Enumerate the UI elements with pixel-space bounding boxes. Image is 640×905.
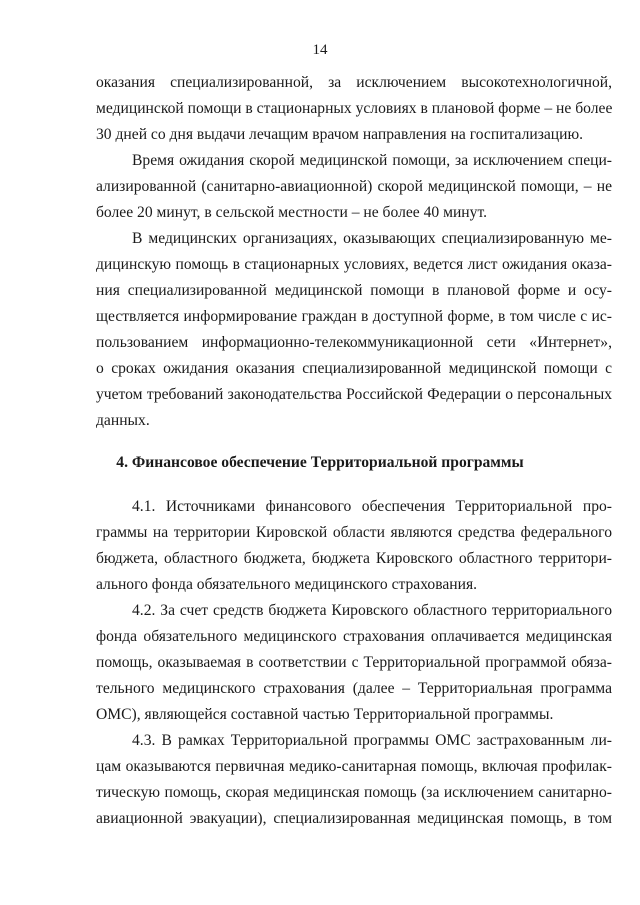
text-line: 4.2. За счет средств бюджета Кировского областного территориального [132, 602, 612, 619]
text-line: цам оказываются первичная медико-санитарная помощь, включая профилак- [96, 758, 612, 775]
text-line: учетом требований законодательства Российской Федерации о персональных [96, 386, 612, 403]
paragraph-2 [96, 148, 612, 226]
paragraph-3 [96, 226, 612, 434]
paragraph-4-1 [96, 494, 612, 598]
text-line: бюджета, областного бюджета, бюджета Кировского областного территори- [96, 550, 612, 567]
text-line: тельного медицинского страхования (далее – Территориальная программа [96, 680, 612, 697]
text-line: граммы на территории Кировской области являются средства федерального [96, 524, 612, 541]
text-line: оказания специализированной, за исключением высокотехнологичной, [96, 74, 612, 91]
text-line: ния специализированной медицинской помощи в плановой форме и осу- [96, 282, 612, 299]
text-line: фонда обязательного медицинского страхования оплачивается медицинская [96, 628, 612, 645]
text-line: 30 дней со дня выдачи лечащим врачом направления на госпитализацию. [96, 126, 584, 143]
text-line: медицинской помощи в стационарных условиях в плановой форме – не более [96, 100, 613, 117]
page-number: 14 [312, 42, 328, 58]
paragraph-4-2 [96, 598, 612, 728]
text-line: Время ожидания скорой медицинской помощи, за исключением специ- [132, 152, 612, 169]
text-line: ществляется информирование граждан в доступной форме, в том числе с ис- [96, 308, 612, 325]
text-line: пользованием информационно-телекоммуникационной сети «Интернет», [96, 334, 612, 351]
paragraph-4-3 [96, 728, 612, 832]
text-line: данных. [96, 412, 150, 429]
text-line: авиационной эвакуации), специализированная медицинская помощь, в том [96, 810, 612, 827]
text-line: 4.3. В рамках Территориальной программы ОМС застрахованным ли- [132, 732, 612, 749]
text-line: более 20 минут, в сельской местности – не более 40 минут. [96, 204, 487, 221]
text-line: помощь, оказываемая в соответствии с Территориальной программой обяза- [96, 654, 612, 671]
text-line: В медицинских организациях, оказывающих специализированную ме- [132, 230, 612, 247]
text-line: ального фонда обязательного медицинского страхования. [96, 576, 478, 593]
text-line: ОМС), являющейся составной частью Территориальной программы. [96, 706, 554, 723]
text-line: дицинскую помощь в стационарных условиях, ведется лист ожидания оказа- [96, 256, 612, 273]
section-heading: 4. Финансовое обеспечение Территориальной программы [116, 454, 524, 471]
text-line: тическую помощь, скорая медицинская помощь (за исключением санитарно- [96, 784, 612, 801]
paragraph-1 [96, 70, 612, 148]
text-line: ализированной (санитарно-авиационной) скорой медицинской помощи, – не [96, 178, 612, 195]
text-line: о сроках ожидания оказания специализированной медицинской помощи с [96, 360, 612, 377]
text-line: 4.1. Источниками финансового обеспечения Территориальной про- [132, 498, 612, 515]
